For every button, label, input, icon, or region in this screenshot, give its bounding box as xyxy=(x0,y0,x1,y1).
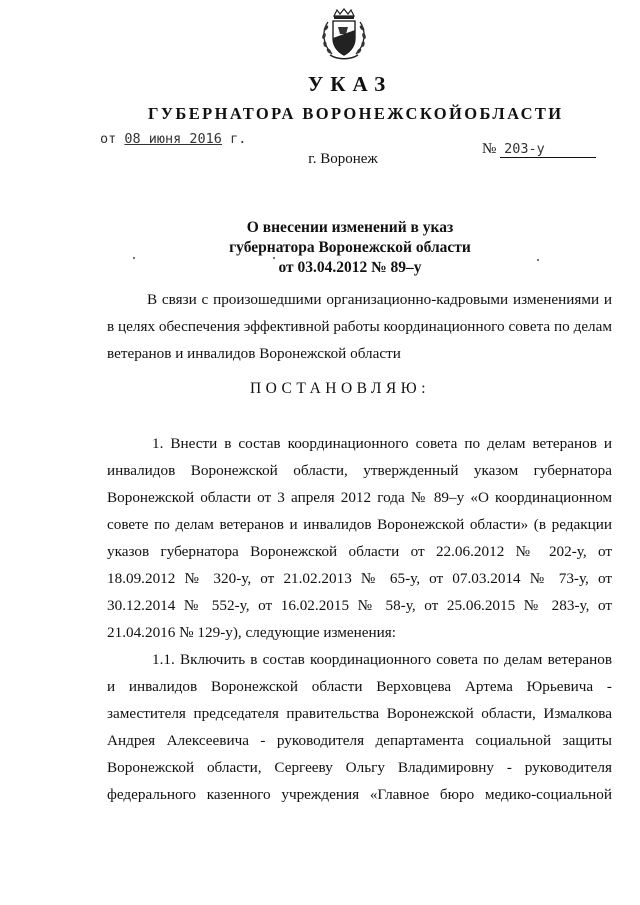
decree-resolution-word: ПОСТАНОВЛЯЮ: xyxy=(249,380,431,397)
registration-mark xyxy=(537,259,539,261)
subject-line: О внесении изменений в указ xyxy=(246,219,454,236)
number-value: 203-у xyxy=(500,141,596,158)
text-line: заместителя председателя правительства Воронежской области, Измалкова xyxy=(107,705,612,722)
date-suffix: г. xyxy=(230,131,247,147)
item-1-paragraph xyxy=(107,430,612,646)
registration-mark xyxy=(133,257,135,259)
registration-mark xyxy=(273,257,275,259)
text-line: В связи с произошедшими организационно-кадровыми изменениями и xyxy=(147,291,612,308)
date-prefix: от xyxy=(100,131,117,147)
text-line: в целях обеспечения эффективной работы координационного совета по делам xyxy=(107,318,612,335)
coat-of-arms-icon xyxy=(318,8,370,62)
text-line: инвалидов Воронежской области, утвержденный указом губернатора xyxy=(107,462,612,479)
item-1-1-paragraph xyxy=(107,646,612,808)
text-line: указов губернатора Воронежской области от 22.06.2012 № 202-у, от xyxy=(107,543,612,560)
text-line: федерального казенного учреждения «Главное бюро медико-социальной xyxy=(107,786,612,803)
text-line: и инвалидов Воронежской области Верховцева Артема Юрьевича - xyxy=(107,678,612,695)
text-line: совете по делам ветеранов и инвалидов Воронежской области» (в редакции xyxy=(107,516,612,533)
decree-date xyxy=(100,131,246,147)
city: г. Воронеж xyxy=(308,151,378,167)
text-line: 30.12.2014 № 552-у, от 16.02.2015 № 58-у, от 25.06.2015 № 283-у, от xyxy=(107,597,612,614)
subject-line: от 03.04.2012 № 89–у xyxy=(278,259,422,276)
decree-subject xyxy=(0,218,640,278)
text-line: ветеранов и инвалидов Воронежской области xyxy=(107,345,401,362)
text-line: 21.04.2016 № 129-у), следующие изменения: xyxy=(107,624,396,641)
text-line: 1.1. Включить в состав координационного совета по делам ветеранов xyxy=(152,651,612,668)
date-value: 08 июня 2016 xyxy=(124,131,222,147)
subject-line: губернатора Воронежской области xyxy=(229,239,471,256)
text-line: 18.09.2012 № 320-у, от 21.02.2013 № 65-у, от 07.03.2014 № 73-у, от xyxy=(107,570,612,587)
issuer-title: ГУБЕРНАТОРА ВОРОНЕЖСКОЙОБЛАСТИ xyxy=(148,104,564,123)
intro-paragraph xyxy=(107,286,612,367)
document-type-title: УКАЗ xyxy=(307,72,393,96)
text-line: Воронежской области, Сергееву Ольгу Владимировну - руководителя xyxy=(107,759,612,776)
text-line: Андрея Алексеевича - руководителя департамента социальной защиты xyxy=(107,732,612,749)
text-line: Воронежской области от 3 апреля 2012 года № 89–у «О координационном xyxy=(107,489,612,506)
number-label: № xyxy=(482,141,497,157)
text-line: 1. Внести в состав координационного совета по делам ветеранов и xyxy=(152,435,612,452)
